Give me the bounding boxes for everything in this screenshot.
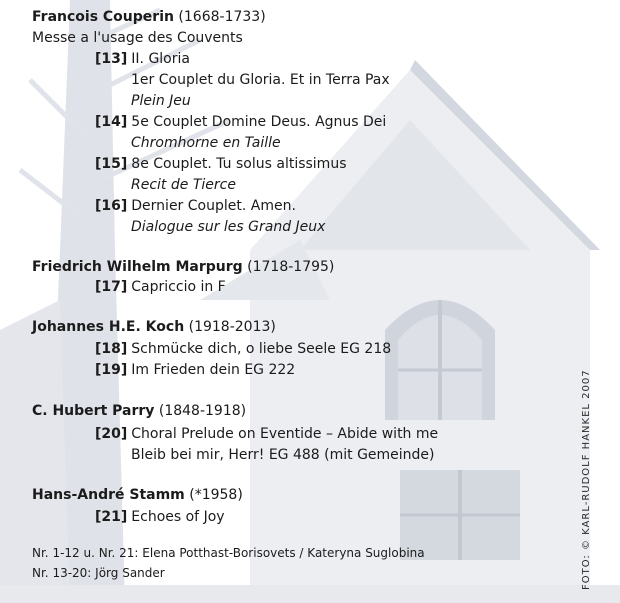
track-number: [14] [95, 114, 128, 130]
composer-years: (*1958) [189, 487, 243, 503]
composer-name: Friedrich Wilhelm Marpurg [32, 259, 243, 275]
track-entry [95, 361, 295, 379]
track-subtitle: 1er Couplet du Gloria. Et in Terra Pax [131, 72, 390, 88]
track-registration: Dialogue sur les Grand Jeux [131, 219, 326, 235]
track-entry [95, 197, 296, 215]
composer-name: C. Hubert Parry [32, 403, 155, 419]
track-number: [21] [95, 509, 128, 525]
composer-name: Johannes H.E. Koch [32, 319, 185, 335]
track-entry [95, 50, 190, 68]
composer-heading [32, 402, 246, 420]
composer-years: (1718-1795) [247, 259, 335, 275]
track-title: Choral Prelude on Eventide – Abide with me [131, 426, 439, 442]
track-entry [95, 425, 438, 443]
composer-years: (1668-1733) [178, 9, 266, 25]
track-registration: Chromhorne en Taille [131, 135, 281, 151]
track-registration: Plein Jeu [131, 93, 191, 109]
track-number: [15] [95, 156, 128, 172]
track-title: 5e Couplet Domine Deus. Agnus Dei [131, 114, 387, 130]
photo-credit: FOTO: © KARL-RUDOLF HANKEL 2007 [581, 369, 592, 590]
track-entry [95, 278, 226, 296]
composer-name: Hans-André Stamm [32, 487, 185, 503]
track-number: [18] [95, 341, 128, 357]
track-title: Schmücke dich, o liebe Seele EG 218 [131, 341, 392, 357]
track-title: II. Gloria [131, 51, 190, 67]
composer-years: (1848-1918) [158, 403, 247, 419]
track-number: [13] [95, 51, 128, 67]
track-entry [95, 340, 391, 358]
track-entry [95, 113, 386, 131]
track-entry [95, 155, 347, 173]
composer-heading [32, 486, 243, 504]
performer-credit: Nr. 13-20: Jörg Sander [32, 566, 165, 580]
track-entry [95, 508, 225, 526]
track-subtitle: Bleib bei mir, Herr! EG 488 (mit Gemeinde) [131, 447, 435, 463]
composer-heading [32, 8, 266, 26]
performer-credit: Nr. 1-12 u. Nr. 21: Elena Potthast-Borisovets / Kateryna Suglobina [32, 546, 425, 560]
composer-name: Francois Couperin [32, 9, 174, 25]
track-number: [16] [95, 198, 128, 214]
track-title: 8e Couplet. Tu solus altissimus [131, 156, 347, 172]
track-title: Dernier Couplet. Amen. [131, 198, 296, 214]
track-number: [19] [95, 362, 128, 378]
track-title: Echoes of Joy [131, 509, 225, 525]
track-registration: Recit de Tierce [131, 177, 236, 193]
track-number: [17] [95, 279, 128, 295]
track-title: Im Frieden dein EG 222 [131, 362, 296, 378]
track-title: Capriccio in F [131, 279, 226, 295]
composer-heading [32, 318, 276, 336]
composer-years: (1918-2013) [188, 319, 276, 335]
track-number: [20] [95, 426, 128, 442]
composer-heading [32, 258, 334, 276]
work-subtitle: Messe a l'usage des Couvents [32, 30, 243, 46]
